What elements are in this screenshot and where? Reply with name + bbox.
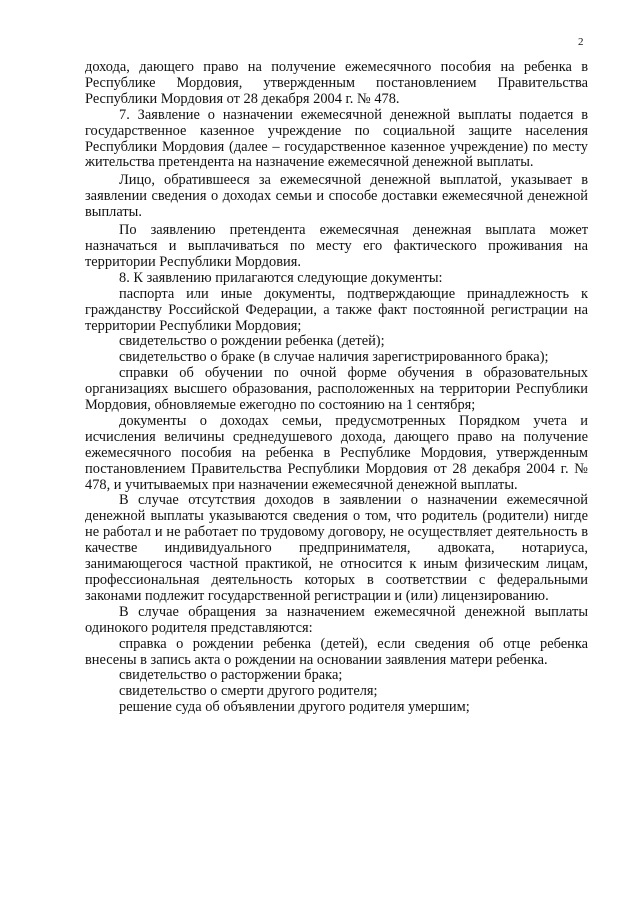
paragraph-clause-7: 7. Заявление о назначении ежемесячной денежной выплаты подается в государственное казенное учреждение по социальной защите населения Республики Мордовия (далее – государственное казенное учреждение) по месту жительства претендента на назначение ежемесячной денежной выплаты. xyxy=(85,106,588,171)
paragraph-residence: По заявлению претендента ежемесячная денежная выплата может назначаться и выплачиваться по месту его фактического проживания на территории Республики Мордовия. xyxy=(85,222,588,270)
document-body xyxy=(85,60,588,716)
list-item-birth-reference: справка о рождении ребенка (детей), если сведения об отце ребенка внесены в запись акта о рождении на основании заявления матери ребенка. xyxy=(85,635,588,668)
list-item-divorce-certificate: свидетельство о расторжении брака; xyxy=(119,667,343,684)
list-item-death-certificate: свидетельство о смерти другого родителя; xyxy=(119,683,378,700)
paragraph-continuation: дохода, дающего право на получение ежемесячного пособия на ребенка в Республике Мордовия, утвержденным постановлением Правительства Республики Мордовия от 28 декабря 2004 г. № 478. xyxy=(85,59,588,107)
page-number: 2 xyxy=(578,36,584,48)
list-item-court-decision: решение суда об объявлении другого родителя умершим; xyxy=(119,699,470,716)
list-item-passport: паспорта или иные документы, подтверждающие принадлежность к гражданству Российской Федерации, а также факт постоянной регистрации на территории Республики Мордовия; xyxy=(85,285,588,334)
paragraph-applicant-info: Лицо, обратившееся за ежемесячной денежной выплатой, указывает в заявлении сведения о доходах семьи и способе доставки ежемесячной денежной выплаты. xyxy=(85,172,588,221)
list-item-study-certificate: справки об обучении по очной форме обучения в образовательных организациях высшего образования, расположенных на территории Республики Мордовия, обновляемые ежегодно по состоянию на 1 сентября; xyxy=(85,365,588,414)
list-item-income-documents: документы о доходах семьи, предусмотренных Порядком учета и исчисления величины среднедушевого дохода, дающего право на получение ежемесячного пособия на ребенка в Республике Мордовия, утвержденным постановлением Правительства Республики Мордовия от 28 декабря 2004 г. № 478, и учитываемых при назначении ежемесячной денежной выплаты. xyxy=(85,412,588,493)
paragraph-single-parent: В случае обращения за назначением ежемесячной денежной выплаты одинокого родителя представляются: xyxy=(85,603,588,636)
paragraph-no-income: В случае отсутствия доходов в заявлении о назначении ежемесячной денежной выплаты указываются сведения о том, что родитель (родители) нигде не работал и не работает по трудовому договору, не осуществляет деятельность в качестве индивидуального предпринимателя, адвоката, нотариуса, занимающегося частной практикой, не относится к иным физическим лицам, профессиональная деятельность которых в соответствии с федеральными законами подлежит государственной регистрации и (или) лицензированию. xyxy=(85,492,588,604)
list-item-marriage-certificate: свидетельство о браке (в случае наличия зарегистрированного брака); xyxy=(119,349,549,366)
paragraph-clause-8: 8. К заявлению прилагаются следующие документы: xyxy=(119,269,443,286)
list-item-birth-certificate: свидетельство о рождении ребенка (детей); xyxy=(119,333,385,350)
